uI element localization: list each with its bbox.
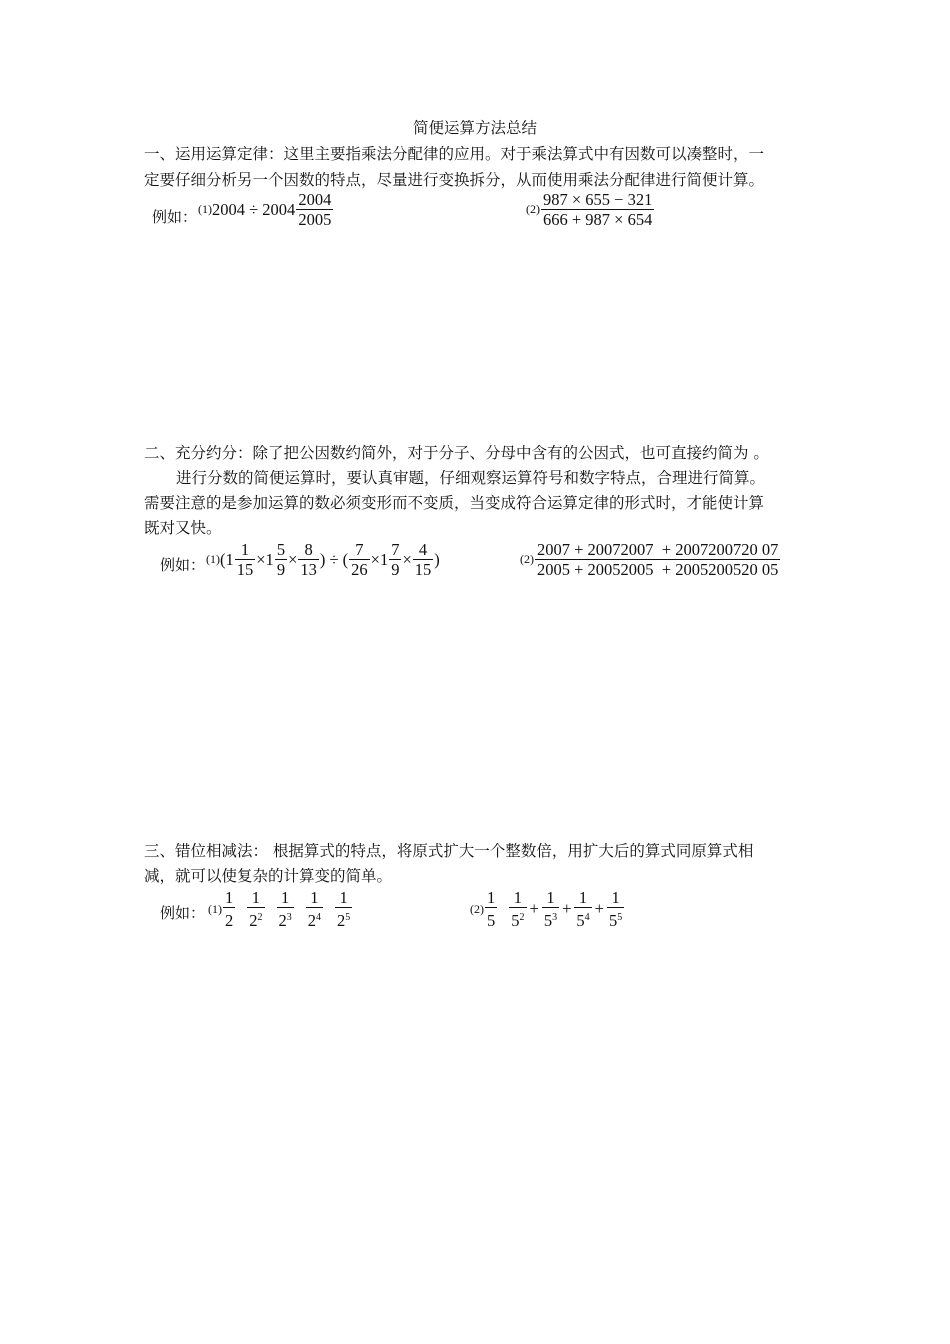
power-exponent: 3 xyxy=(552,912,558,923)
section-2-example-1 xyxy=(206,540,440,579)
fraction xyxy=(509,888,526,930)
power-exponent: 2 xyxy=(257,912,263,923)
section-3-example-1 xyxy=(208,888,353,930)
power-exponent: 2 xyxy=(519,912,525,923)
example-number: (1) xyxy=(208,901,222,916)
fraction xyxy=(574,888,591,930)
denominator xyxy=(542,908,559,930)
fraction xyxy=(306,888,323,930)
denominator: 666 + 987 × 654 xyxy=(543,210,653,229)
fraction xyxy=(413,540,434,579)
fraction xyxy=(607,888,624,930)
fraction xyxy=(485,888,497,930)
fraction xyxy=(349,540,370,579)
power-exponent: 4 xyxy=(584,912,590,923)
plus-sign: + xyxy=(529,899,539,918)
expression-text: ) xyxy=(434,549,440,569)
denominator xyxy=(509,908,526,930)
document-title: 简便运算方法总结 xyxy=(412,119,537,137)
power-base: 5 xyxy=(511,911,520,930)
expression-text: 2004 ÷ 2004 xyxy=(212,199,296,219)
denominator: 2005 xyxy=(298,210,332,229)
numerator: 1 xyxy=(335,888,352,908)
power-exponent: 5 xyxy=(345,912,351,923)
power-exponent: 5 xyxy=(617,912,623,923)
numerator: 2004 xyxy=(298,190,332,209)
power-base: 2 xyxy=(225,911,234,930)
example-number: (2) xyxy=(526,202,540,216)
fraction xyxy=(247,888,264,930)
section-1-line-2: 定要仔细分析另一个因数的特点，尽量进行变换拆分，从而使用乘法分配律进行简便计算。 xyxy=(144,171,765,189)
numerator: 7 xyxy=(349,540,370,560)
fraction xyxy=(275,540,287,579)
section-1-example-1 xyxy=(198,190,334,229)
numerator: 1 xyxy=(306,888,323,908)
denominator: 15 xyxy=(414,560,432,579)
section-3-line-1: 三、错位相减法： 根据算式的特点，将原式扩大一个整数倍，用扩大后的算式同原算式相 xyxy=(144,842,754,860)
fraction xyxy=(535,540,780,579)
section-2-line-4: 既对又快。 xyxy=(144,519,222,537)
expression-text: ×1 xyxy=(256,549,274,569)
denominator xyxy=(277,908,294,930)
denominator xyxy=(247,908,264,930)
section-2-example-2 xyxy=(520,540,781,579)
section-2-line-2: 进行分数的简便运算时，要认真审题，仔细观察运算符号和数字特点，合理进行简算。 xyxy=(176,469,766,487)
fraction xyxy=(277,888,294,930)
section-3-example-2 xyxy=(470,888,625,930)
denominator: 13 xyxy=(300,560,317,579)
expression-text: ×1 xyxy=(370,549,389,569)
expression-text: (1 xyxy=(220,549,234,569)
section-1-example-2 xyxy=(526,190,655,229)
denominator: 2005 + 20052005 + 2005200520 05 xyxy=(537,560,779,579)
power-base: 5 xyxy=(487,911,496,930)
section-3-example-label: 例如： xyxy=(160,904,206,922)
numerator: 4 xyxy=(413,540,434,560)
power-base: 2 xyxy=(307,911,316,930)
section-1-example-label: 例如： xyxy=(152,208,198,226)
plus-sign: + xyxy=(562,899,572,918)
power-base: 2 xyxy=(278,911,287,930)
power-base: 5 xyxy=(576,911,585,930)
fraction xyxy=(298,540,319,579)
fraction xyxy=(541,190,654,229)
section-1-line-1: 一、运用运算定律：这里主要指乘法分配律的应用。对于乘法算式中有因数可以凑整时，一 xyxy=(144,145,765,163)
fraction xyxy=(235,540,256,579)
expression-text: × xyxy=(288,549,298,569)
denominator: 15 xyxy=(236,560,254,579)
example-number: (1) xyxy=(198,202,212,216)
example-number: (1) xyxy=(206,552,220,566)
power-exponent: 3 xyxy=(286,912,292,923)
denominator: 26 xyxy=(351,560,368,579)
fraction xyxy=(296,190,333,229)
numerator: 987 × 655 − 321 xyxy=(543,190,653,209)
fraction xyxy=(542,888,559,930)
plus-sign: + xyxy=(594,899,604,918)
fraction xyxy=(335,888,352,930)
fraction xyxy=(389,540,401,579)
denominator xyxy=(335,908,352,930)
expression-text: ) ÷ ( xyxy=(319,549,349,569)
numerator: 1 xyxy=(247,888,264,908)
section-2-line-3: 需要注意的是参加运算的数必须变形而不变质，当变成符合运算定律的形式时，才能使计算 xyxy=(144,494,765,512)
numerator: 1 xyxy=(225,888,234,907)
numerator: 1 xyxy=(487,888,496,907)
denominator xyxy=(306,908,323,930)
power-base: 5 xyxy=(543,911,553,930)
power-base: 5 xyxy=(608,911,618,930)
numerator: 1 xyxy=(574,888,591,908)
power-base: 2 xyxy=(337,911,346,930)
denominator xyxy=(223,908,235,930)
denominator: 9 xyxy=(276,560,286,579)
expression-text: × xyxy=(402,549,412,569)
denominator xyxy=(607,908,624,930)
power-base: 2 xyxy=(249,911,258,930)
numerator: 2007 + 20072007 + 2007200720 07 xyxy=(537,540,779,559)
denominator xyxy=(485,908,497,930)
example-number: (2) xyxy=(470,901,484,916)
section-2-line-1: 二、充分约分：除了把公因数约简外，对于分子、分母中含有的公因式，也可直接约简为 。 xyxy=(144,444,769,462)
numerator: 1 xyxy=(542,888,559,908)
numerator: 1 xyxy=(235,540,256,560)
numerator: 7 xyxy=(391,540,400,559)
numerator: 1 xyxy=(277,888,294,908)
section-3-line-2: 减，就可以使复杂的计算变的简单。 xyxy=(144,867,393,885)
numerator: 5 xyxy=(276,540,286,559)
denominator xyxy=(574,908,591,930)
numerator: 1 xyxy=(509,888,526,908)
power-exponent: 4 xyxy=(316,912,321,923)
numerator: 8 xyxy=(298,540,319,560)
numerator: 1 xyxy=(607,888,624,908)
example-number: (2) xyxy=(520,552,534,566)
denominator: 9 xyxy=(391,560,400,579)
section-2-example-label: 例如： xyxy=(160,556,206,574)
fraction xyxy=(223,888,235,930)
